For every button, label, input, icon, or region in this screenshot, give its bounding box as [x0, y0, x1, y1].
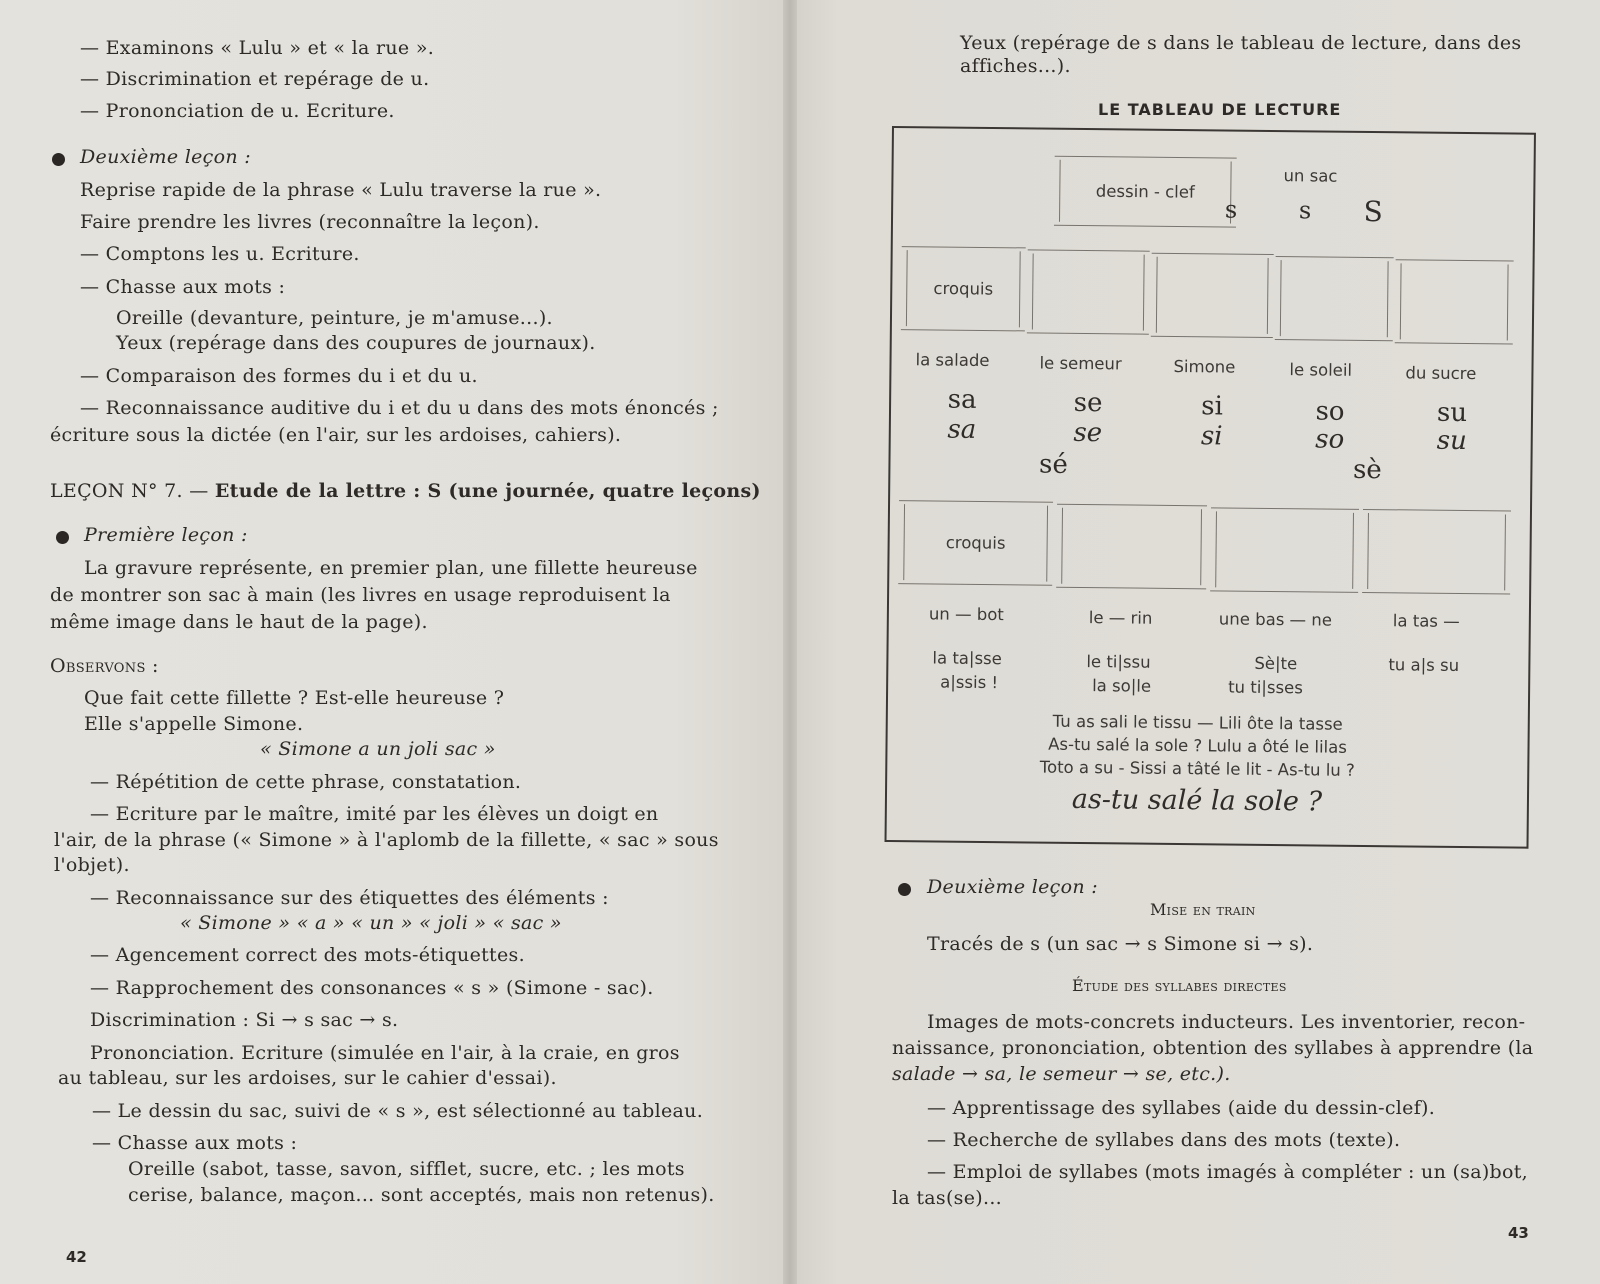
left-line: au tableau, sur les ardoises, sur le cahier d'essai).	[58, 1067, 557, 1089]
left-line: Oreille (devanture, peinture, je m'amuse...).	[116, 307, 553, 329]
split-word: tu a|s su	[1388, 655, 1460, 675]
croquis-label: croquis	[945, 533, 1006, 553]
right-line: — Apprentissage des syllabes (aide du dessin-clef).	[927, 1097, 1436, 1119]
croquis-box	[906, 250, 1021, 327]
left-line: Faire prendre les livres (reconnaître la leçon).	[80, 211, 540, 233]
left-line: — Reconnaissance sur des étiquettes des éléments :	[90, 887, 609, 909]
word-label: le soleil	[1289, 360, 1353, 380]
bullet-icon	[898, 883, 911, 896]
left-line: l'air, de la phrase (« Simone » à l'aplomb de la fillette, « sac » sous	[54, 829, 719, 851]
left-line: l'objet).	[54, 854, 130, 876]
final-phrase: as-tu salé la sole ?	[1071, 783, 1323, 818]
right-line: affiches...).	[960, 55, 1071, 77]
left-line: — Discrimination et repérage de u.	[80, 68, 430, 90]
split-word: la so|le	[1092, 676, 1152, 696]
left-line: Prononciation. Ecriture (simulée en l'air, à la craie, en gros	[90, 1042, 680, 1064]
left-line: — Le dessin du sac, suivi de « s », est sélectionné au tableau.	[92, 1100, 704, 1122]
right-line: Yeux (repérage de s dans le tableau de lecture, dans des	[960, 32, 1522, 54]
split-word: la ta|sse	[932, 648, 1002, 669]
syllable-print: sa	[947, 384, 977, 415]
croquis-label: croquis	[933, 278, 994, 299]
syllable-script: sa	[947, 414, 977, 445]
left-line: Discrimination : Si → s sac → s.	[90, 1009, 399, 1031]
croquis-box	[1400, 263, 1509, 340]
right-line: la tas(se)...	[892, 1187, 1002, 1209]
right-line: salade → sa, le semeur → se, etc.).	[892, 1063, 1231, 1085]
practice-sentence: Toto a su - Sissi a tâté le lit - As-tu lu ?	[1039, 757, 1355, 780]
syllable-script: su	[1436, 425, 1467, 457]
book-gutter	[783, 0, 797, 1284]
left-line: La gravure représente, en premier plan, une fillette heureuse	[84, 557, 698, 579]
left-line: même image dans le haut de la page).	[50, 611, 428, 633]
word-label: Simone	[1173, 356, 1236, 377]
left-line: Yeux (repérage dans des coupures de journaux).	[116, 332, 596, 354]
left-line: — Prononciation de u. Ecriture.	[80, 100, 395, 122]
bullet-icon	[52, 153, 65, 166]
word-label: la tas —	[1392, 611, 1460, 631]
practice-sentence: Tu as sali le tissu — Lili ôte la tasse	[1052, 711, 1343, 734]
lesson-title	[50, 479, 761, 503]
syllable-script: se	[1073, 417, 1103, 449]
left-line: — Chasse aux mots :	[92, 1132, 298, 1154]
syllable-accented: sè	[1352, 454, 1382, 486]
page-number: 42	[66, 1248, 87, 1266]
reading-table	[885, 126, 1536, 849]
croquis-box	[1215, 511, 1354, 588]
left-line: Que fait cette fillette ? Est-elle heureuse ?	[84, 687, 505, 709]
syllable-accented: sé	[1038, 449, 1068, 480]
croquis-box	[1061, 508, 1202, 585]
tableau-title: LE TABLEAU DE LECTURE	[1098, 100, 1342, 119]
letter-s-capital: S	[1363, 194, 1383, 229]
croquis-box	[903, 504, 1048, 582]
split-word: tu ti|sses	[1228, 677, 1303, 698]
syllable-print: se	[1073, 387, 1103, 419]
split-word: a|ssis !	[940, 672, 999, 693]
section-heading: Deuxième leçon :	[80, 146, 251, 168]
word-label: une bas — ne	[1218, 609, 1333, 630]
right-line: — Emploi de syllabes (mots imagés à compléter : un (sa)bot,	[927, 1161, 1529, 1183]
observons-heading: Observons :	[50, 655, 159, 677]
left-line: — Chasse aux mots :	[80, 276, 286, 298]
letter-s-print: s	[1224, 195, 1238, 224]
practice-sentence: As-tu salé la sole ? Lulu a ôté le lilas	[1048, 734, 1347, 757]
syllable-script: so	[1315, 424, 1345, 455]
left-line: cerise, balance, maçon... sont acceptés, mais non retenus).	[128, 1184, 715, 1206]
left-line: Oreille (sabot, tasse, savon, sifflet, sucre, etc. ; les mots	[128, 1158, 685, 1180]
left-line: — Rapprochement des consonances « s » (Simone - sac).	[90, 977, 654, 999]
split-word: Sè|te	[1254, 653, 1298, 674]
left-line: Reprise rapide de la phrase « Lulu traverse la rue ».	[80, 179, 602, 201]
syllable-script: si	[1200, 421, 1223, 452]
left-line: — Agencement correct des mots-étiquettes.	[90, 944, 525, 966]
left-line: écriture sous la dictée (en l'air, sur les ardoises, cahiers).	[50, 424, 622, 446]
croquis-box	[1156, 257, 1269, 334]
bullet-icon	[56, 531, 69, 544]
left-line: — Comparaison des formes du i et du u.	[80, 365, 478, 387]
split-word: le ti|ssu	[1086, 652, 1151, 672]
lesson-subject: Etude de la lettre : S (une journée, quatre leçons)	[214, 480, 761, 502]
syllable-print: si	[1201, 391, 1224, 422]
right-line: Tracés de s (un sac → s Simone si → s).	[927, 933, 1314, 955]
croquis-box	[1367, 513, 1506, 590]
section-heading: Première leçon :	[84, 524, 248, 546]
section-heading: Deuxième leçon :	[927, 876, 1098, 898]
croquis-box	[1280, 260, 1389, 337]
left-line: — Comptons les u. Ecriture.	[80, 243, 360, 265]
left-line: Elle s'appelle Simone.	[84, 713, 304, 735]
right-line: naissance, prononciation, obtention des syllabes à apprendre (la	[892, 1037, 1534, 1059]
word-label: la salade	[915, 350, 990, 371]
subheading: Mise en train	[1150, 900, 1256, 919]
word-label: un — bot	[928, 604, 1004, 625]
right-line: Images de mots-concrets inducteurs. Les inventorier, recon-	[927, 1011, 1526, 1033]
right-line: — Recherche de syllabes dans des mots (texte).	[927, 1129, 1401, 1151]
page-number: 43	[1508, 1224, 1529, 1242]
word-label: le — rin	[1088, 608, 1153, 628]
word-label: le semeur	[1039, 353, 1122, 374]
left-line: — Reconnaissance auditive du i et du u dans des mots énoncés ;	[80, 397, 719, 419]
left-line: — Répétition de cette phrase, constatation.	[90, 771, 522, 793]
syllable-print: su	[1436, 397, 1468, 429]
dessin-clef-label: dessin - clef	[1095, 181, 1195, 202]
left-line: « Simone a un joli sac »	[260, 738, 496, 760]
dessin-clef-box	[1059, 160, 1232, 224]
lesson-number: LEÇON N° 7. —	[50, 480, 215, 502]
left-line: — Examinons « Lulu » et « la rue ».	[80, 37, 435, 59]
key-word: un sac	[1283, 166, 1338, 186]
letter-s-script: s	[1298, 196, 1312, 225]
syllable-print: so	[1315, 396, 1345, 427]
left-line: « Simone » « a » « un » « joli » « sac »	[180, 912, 562, 934]
croquis-box	[1032, 253, 1145, 330]
subheading: Étude des syllabes directes	[1072, 976, 1287, 995]
left-line: de montrer son sac à main (les livres en usage reproduisent la	[50, 584, 671, 606]
word-label: du sucre	[1405, 363, 1477, 384]
left-line: — Ecriture par le maître, imité par les élèves un doigt en	[90, 803, 659, 825]
